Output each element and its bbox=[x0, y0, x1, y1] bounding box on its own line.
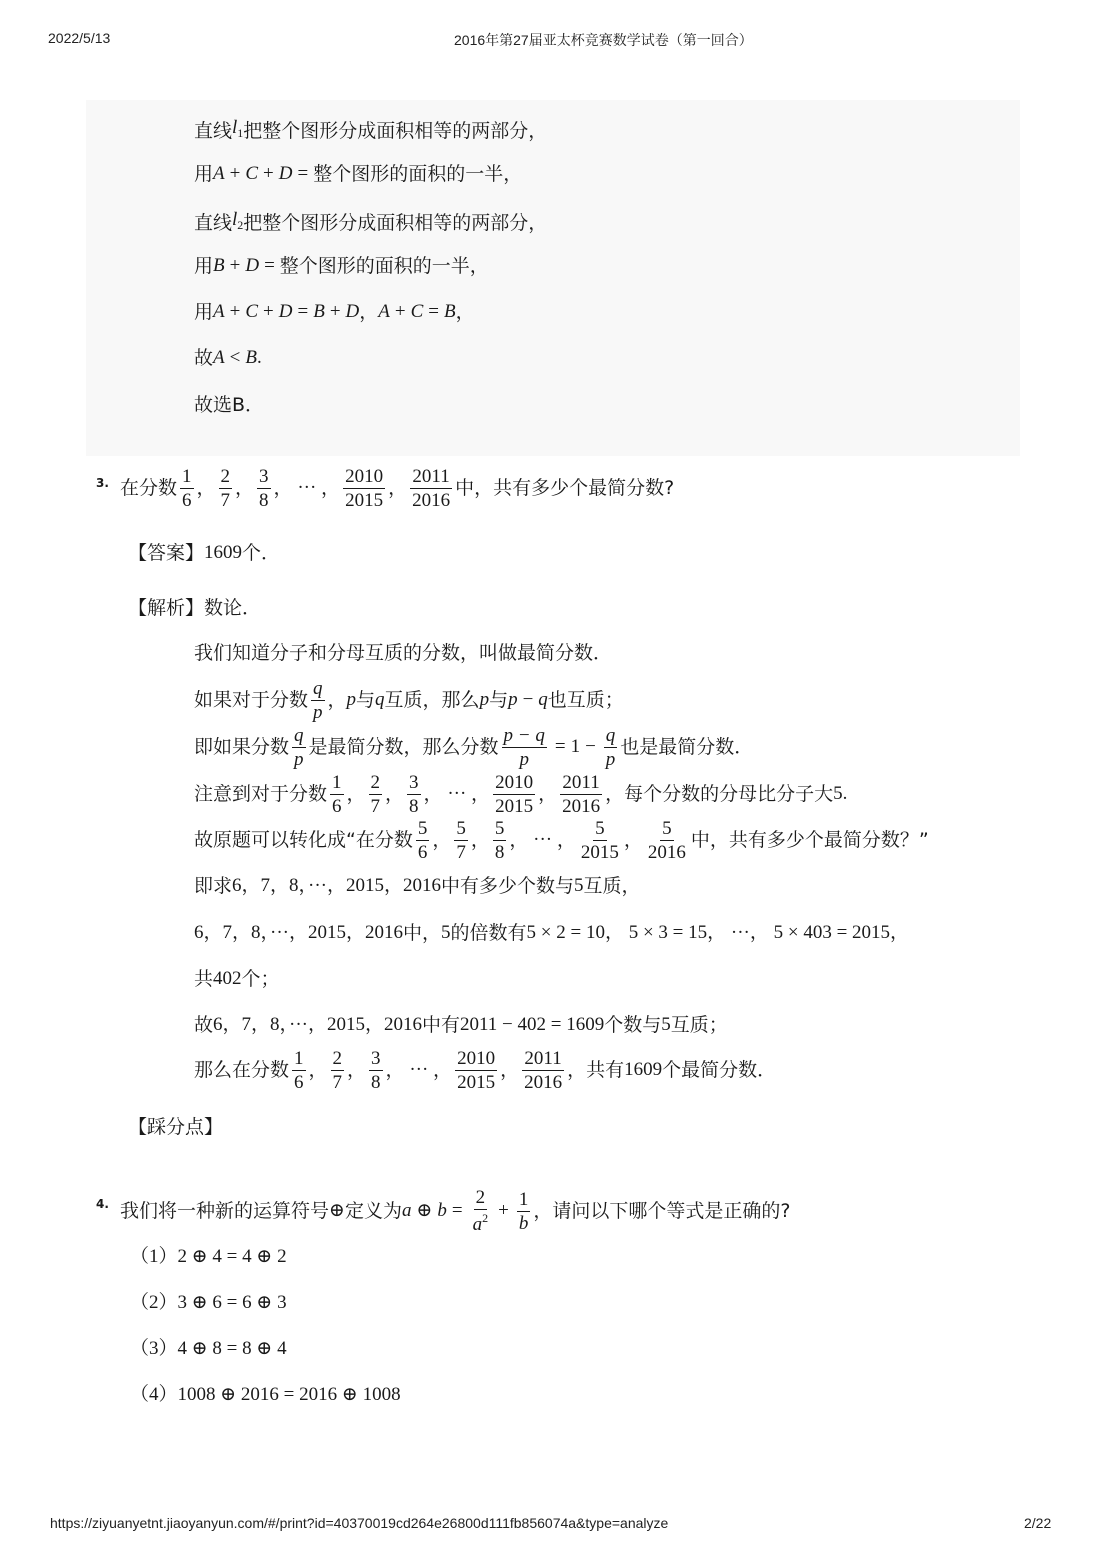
analysis-step-2: 如果对于分数 $\frac{q}{p}$ ， p 与 q 互质，那么 p 与 p − q 也互质； bbox=[194, 677, 624, 723]
question-number-4: 4. bbox=[96, 1197, 109, 1211]
analysis-step-1: 我们知道分子和分母互质的分数，叫做最简分数． bbox=[194, 642, 613, 664]
analysis-line: 【解析】 数论． bbox=[128, 597, 262, 619]
analysis-step-7: 6，7，8，···，2015，2016 中， 5 的倍数有 5 × 2 = 10， 5 × 3 = 15， ···， 5 × 403 = 2015， bbox=[194, 922, 910, 944]
answer-tag: 【答案】 bbox=[128, 542, 205, 564]
question-3-stem: 在分数 $\frac{1}{6}$ ， $\frac{2}{7}$ ， $\frac{3}{8}$ ， ··· ， $\frac{2010}{2015}$ ， $\frac{2011}{2016}$ 中，共有多少个最简分数? bbox=[120, 465, 675, 511]
answer-line: 【答案】 1609 个． bbox=[128, 542, 281, 564]
option-2: （2） 3 ⊕ 6 = 6 ⊕ 3 bbox=[130, 1292, 287, 1313]
print-date: 2022/5/13 bbox=[48, 30, 111, 46]
analysis-step-5: 故原题可以转化成“在分数 $\frac{5}{6}$ ， $\frac{5}{7}$ ， $\frac{5}{8}$ ， ··· ， $\frac{5}{2015}$ ， $\frac{5}{2016}$ 中，共有多少个最简分数？” bbox=[194, 817, 929, 863]
option-1: （1） 2 ⊕ 4 = 4 ⊕ 2 bbox=[130, 1246, 287, 1267]
solution-line-1: 直线 $l_1$ 把整个图形分成面积相等的两部分， bbox=[194, 117, 548, 142]
analysis-step-4: 注意到对于分数 $\frac{1}{6}$ ， $\frac{2}{7}$ ， $\frac{3}{8}$ ， ··· ， $\frac{2010}{2015}$ ， $\frac{2011}{2016}$ ，每个分数的分母比分子大 5 . bbox=[194, 771, 848, 817]
scoring-points-tag: 【踩分点】 bbox=[128, 1116, 224, 1138]
page-url: https://ziyuanyetnt.jiaoyanyun.com/#/print?id=40370019cd264e26800d111fb856074a&type=analyze bbox=[50, 1515, 669, 1531]
option-4: （4） 1008 ⊕ 2016 = 2016 ⊕ 1008 bbox=[130, 1384, 401, 1405]
analysis-step-8: 共 402 个； bbox=[194, 968, 280, 990]
question-number-3: 3. bbox=[96, 476, 109, 490]
analysis-tag: 【解析】 bbox=[128, 597, 205, 619]
solution-line-6: 故 A < B . bbox=[194, 347, 262, 369]
question-4-stem: 我们将一种新的运算符号 ⊕ 定义为 a ⊕ b = $\frac{2}{a^2}$ + $\frac{1}{b}$ ，请问以下哪个等式是正确的? bbox=[120, 1187, 791, 1235]
solution-line-5: 用 A + C + D = B + D ， A + C = B ， bbox=[194, 301, 475, 323]
analysis-step-10: 那么在分数 $\frac{1}{6}$ ， $\frac{2}{7}$ ， $\frac{3}{8}$ ， ··· ， $\frac{2010}{2015}$ ， $\frac{2011}{2016}$ ，共有 1609 个最简分数． bbox=[194, 1047, 777, 1093]
analysis-step-6: 即求 6，7，8，···，2015，2016 中有多少个数与 5 互质， bbox=[194, 875, 641, 897]
solution-line-7: 故选B． bbox=[194, 394, 265, 416]
analysis-step-9: 故 6，7，8，···，2015，2016 中有 2011 − 402 = 1609 个数与 5 互质； bbox=[194, 1014, 728, 1036]
solution-line-3: 直线 $l_2$ 把整个图形分成面积相等的两部分， bbox=[194, 209, 548, 234]
analysis-step-3: 即如果分数 $\frac{q}{p}$ 是最简分数，那么分数 $\frac{p - q}{p}$ = 1 − $\frac{q}{p}$ 也是最简分数． bbox=[194, 724, 754, 770]
document-title: 2016年第27届亚太杯竞赛数学试卷（第一回合） bbox=[454, 32, 753, 48]
solution-line-4: 用 B + D = 整个图形的面积的一半， bbox=[194, 255, 489, 277]
option-3: （3） 4 ⊕ 8 = 8 ⊕ 4 bbox=[130, 1338, 287, 1359]
page-number: 2/22 bbox=[1024, 1515, 1052, 1531]
solution-line-2: 用 A + C + D = 整个图形的面积的一半， bbox=[194, 163, 523, 185]
